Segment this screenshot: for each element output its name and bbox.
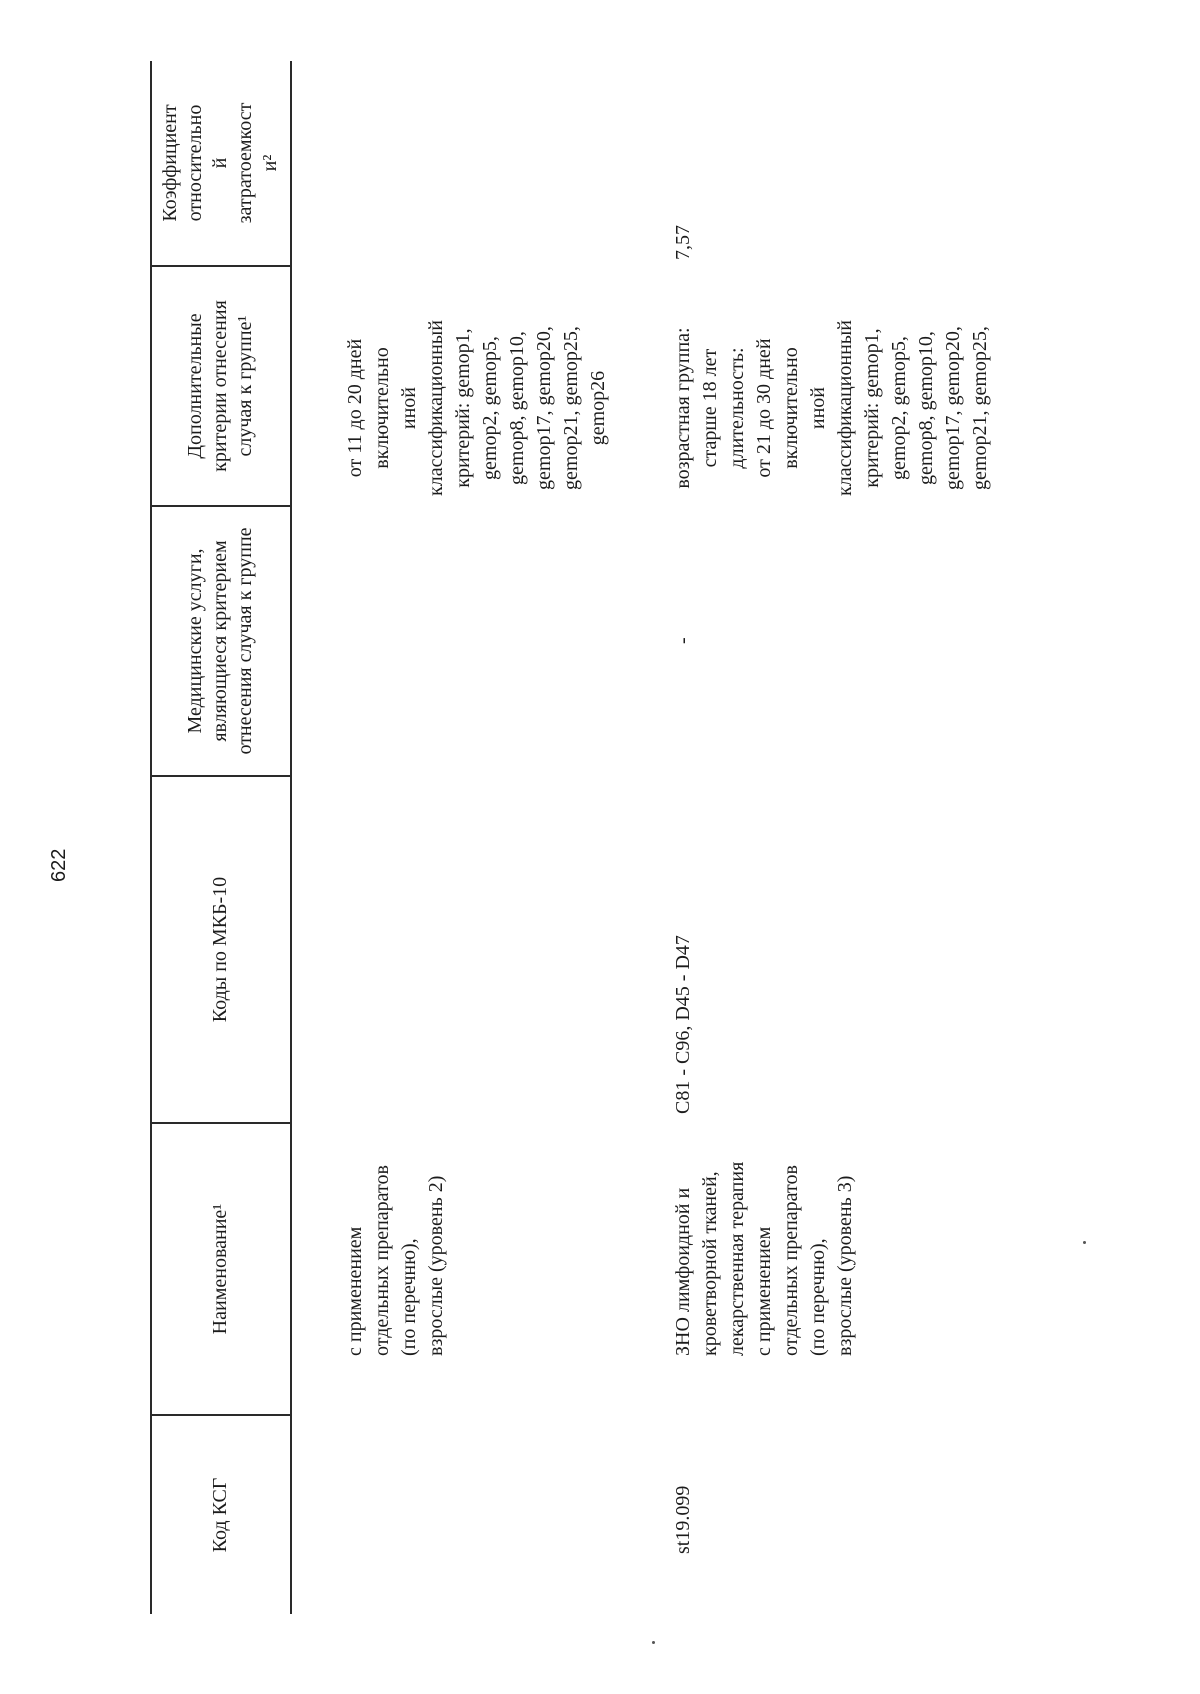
header-mkb: Коды по МКБ-10 <box>208 876 231 1023</box>
header-code: Код КСГ <box>208 1477 231 1553</box>
row2-coef: 7,57 <box>672 225 694 260</box>
scan-speck <box>1083 1241 1086 1244</box>
header-criteria: Дополнительные критерии отнесения случая к группе¹ <box>183 300 256 472</box>
row2-mkb: C81 - C96, D45 - D47 <box>672 935 694 1114</box>
header-services: Медицинские услуги, являющиеся критерием отнесения случая к группе <box>183 527 256 755</box>
row2-code: st19.099 <box>672 1485 694 1554</box>
row2-services: - <box>672 637 694 644</box>
row1-name: с применением отдельных препаратов (по перечню), взрослые (уровень 2) <box>344 1165 447 1356</box>
scan-speck <box>652 1641 655 1644</box>
table-header-rule <box>290 61 292 1614</box>
row2-criteria: возрастная группа: старше 18 лет длительность: от 21 до 30 дней включительно иной классификационный критерий: gemop1, gemop2, gemop5, gemop8, gemop10, gemop17, gemop20, gemop21, gemop25, <box>672 320 991 496</box>
row1-criteria: от 11 до 20 дней включительно иной классификационный критерий: gemop1, gemop2, gemop5, gemop8, gemop10, gemop17, gemop20, gemop21, gemop25, gemop26 <box>344 320 609 496</box>
row2-name: ЗНО лимфоидной и кроветворной тканей, лекарственная терапия с применением отдельных препаратов (по перечню), взрослые (уровень 3) <box>672 1161 856 1356</box>
header-name: Наименование¹ <box>208 1203 231 1335</box>
page-number: 622 <box>48 848 70 882</box>
header-coef: Коэффициент относительно й затратоемкост и² <box>158 102 281 224</box>
